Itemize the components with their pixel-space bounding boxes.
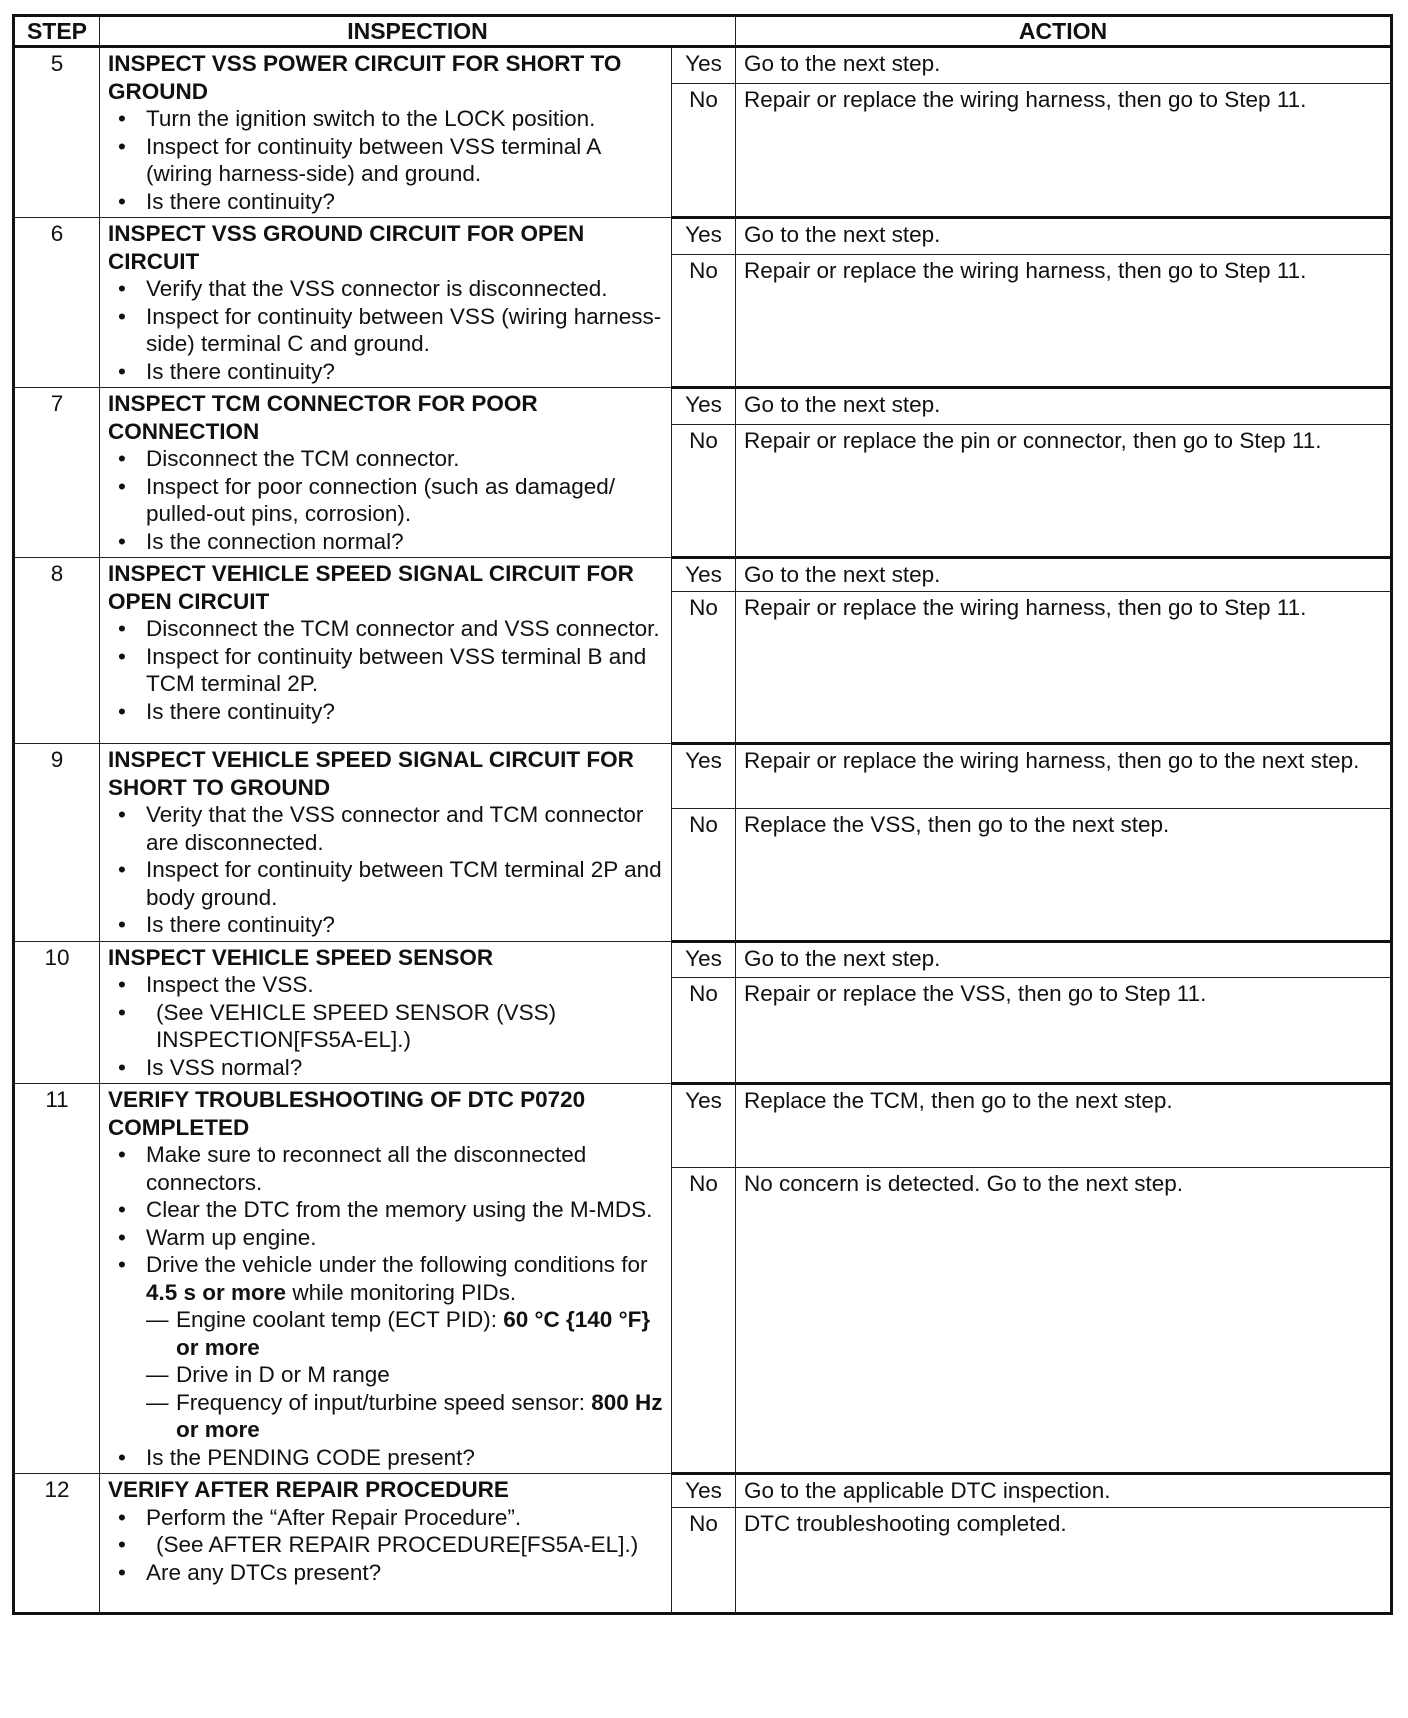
step-bullets [108, 275, 663, 385]
step-title: INSPECT VEHICLE SPEED SIGNAL CIRCUIT FOR SHORT TO GROUND [108, 747, 634, 800]
condition-text: Frequency of input/turbine speed sensor: [176, 1389, 585, 1415]
no-action: DTC troubleshooting completed. [736, 1508, 1392, 1614]
step-number: 7 [14, 388, 100, 558]
bullet-item: • Inspect the VSS. [108, 971, 663, 999]
step-title: INSPECT VEHICLE SPEED SENSOR [108, 944, 494, 970]
bullet-item: • Verity that the VSS connector and TCM connector are disconnected. [108, 801, 663, 856]
yes-label: Yes [672, 558, 736, 592]
bullet-item: • Inspect for continuity between VSS terminal B and TCM terminal 2P. [108, 643, 663, 698]
step-title: INSPECT TCM CONNECTOR FOR POOR CONNECTION [108, 391, 538, 444]
yes-action: Go to the next step. [736, 388, 1392, 425]
step-inspection [100, 388, 672, 558]
step-title: INSPECT VEHICLE SPEED SIGNAL CIRCUIT FOR OPEN CIRCUIT [108, 561, 634, 614]
no-label: No [672, 254, 736, 387]
yes-action: Go to the next step. [736, 47, 1392, 84]
bullet-item: • Verify that the VSS connector is disconnected. [108, 275, 663, 303]
bullet-item: • Is the PENDING CODE present? [108, 1444, 663, 1472]
reference-text: (See AFTER REPAIR PROCEDURE[FS5A-EL].) [156, 1532, 639, 1557]
bullet-item: • Perform the “After Repair Procedure”. [108, 1504, 663, 1532]
step-number: 11 [14, 1084, 100, 1474]
step-title: INSPECT VSS POWER CIRCUIT FOR SHORT TO GROUND [108, 51, 622, 104]
no-label: No [672, 84, 736, 218]
bullet-item: • Clear the DTC from the memory using the M-MDS. [108, 1196, 663, 1224]
step-title: VERIFY TROUBLESHOOTING OF DTC P0720 COMPLETED [108, 1087, 586, 1140]
step-bullets [108, 801, 663, 939]
step-bullets [108, 615, 663, 725]
yes-action: Replace the TCM, then go to the next step. [736, 1084, 1392, 1168]
yes-action: Repair or replace the wiring harness, then go to the next step. [736, 744, 1392, 809]
bullet-item: • Is there continuity? [108, 698, 663, 726]
yes-label: Yes [672, 218, 736, 255]
yes-action: Go to the next step. [736, 941, 1392, 978]
bullet-item: • Is there continuity? [108, 358, 663, 386]
step-10-yes-row [14, 941, 1392, 978]
bullet-item [108, 1251, 663, 1444]
step-6-yes-row [14, 218, 1392, 255]
bullet-item: • Inspect for poor connection (such as damaged/ pulled-out pins, corrosion). [108, 473, 663, 528]
no-label: No [672, 978, 736, 1084]
bullet-item: • Inspect for continuity between VSS (wiring harness-side) terminal C and ground. [108, 303, 663, 358]
bullet-item: • Make sure to reconnect all the disconnected connectors. [108, 1141, 663, 1196]
step-inspection [100, 744, 672, 942]
no-action: Replace the VSS, then go to the next step. [736, 809, 1392, 941]
step-bullets [108, 105, 663, 215]
step-inspection [100, 941, 672, 1084]
reference-note [108, 1531, 663, 1559]
bullet-item: • Are any DTCs present? [108, 1559, 663, 1587]
step-inspection [100, 1474, 672, 1614]
no-action: Repair or replace the VSS, then go to Step 11. [736, 978, 1392, 1084]
no-label: No [672, 1168, 736, 1474]
bullet-item: • Inspect for continuity between TCM terminal 2P and body ground. [108, 856, 663, 911]
troubleshooting-sheet [12, 14, 1390, 1615]
yes-action: Go to the applicable DTC inspection. [736, 1474, 1392, 1508]
yes-label: Yes [672, 1084, 736, 1168]
drive-for-text: for [621, 1252, 648, 1277]
header-inspection: INSPECTION [100, 16, 736, 47]
bullet-item: • Is there continuity? [108, 911, 663, 939]
step-number: 6 [14, 218, 100, 388]
step-inspection [100, 558, 672, 744]
drive-monitor-text: while monitoring PIDs. [292, 1279, 517, 1305]
bullet-item: • Inspect for continuity between VSS terminal A (wiring harness-side) and ground. [108, 133, 663, 188]
condition-text: Engine coolant temp (ECT PID): [176, 1307, 497, 1332]
step-number: 9 [14, 744, 100, 942]
reference-note [108, 999, 663, 1054]
bullet-item: • Disconnect the TCM connector and VSS connector. [108, 615, 663, 643]
condition-list [146, 1306, 663, 1444]
no-action: No concern is detected. Go to the next step. [736, 1168, 1392, 1474]
step-title: VERIFY AFTER REPAIR PROCEDURE [108, 1477, 509, 1502]
no-action: Repair or replace the pin or connector, then go to Step 11. [736, 424, 1392, 557]
step-bullets [108, 1504, 663, 1587]
drive-conditions-lead: Drive the vehicle under the following conditions [146, 1252, 616, 1277]
yes-label: Yes [672, 941, 736, 978]
yes-label: Yes [672, 1474, 736, 1508]
step-number: 10 [14, 941, 100, 1084]
step-5-yes-row [14, 47, 1392, 84]
drive-duration: 4.5 s or more [146, 1279, 287, 1305]
yes-label: Yes [672, 388, 736, 425]
header-step: STEP [14, 16, 100, 47]
step-12-yes-row [14, 1474, 1392, 1508]
step-bullets [108, 1141, 663, 1471]
no-label: No [672, 1508, 736, 1614]
condition-item [146, 1361, 663, 1389]
condition-item [146, 1389, 663, 1444]
step-title: INSPECT VSS GROUND CIRCUIT FOR OPEN CIRCUIT [108, 221, 585, 274]
step-bullets [108, 971, 663, 1081]
dtc-troubleshooting-table [12, 14, 1393, 1615]
yes-action: Go to the next step. [736, 218, 1392, 255]
step-number: 8 [14, 558, 100, 744]
condition-text: Drive in D or M range [176, 1362, 390, 1387]
no-label: No [672, 809, 736, 941]
no-action: Repair or replace the wiring harness, then go to Step 11. [736, 84, 1392, 218]
no-label: No [672, 424, 736, 557]
yes-action: Go to the next step. [736, 558, 1392, 592]
step-9-yes-row [14, 744, 1392, 809]
condition-value: 800 Hz or more [176, 1389, 663, 1442]
table-header-row [14, 16, 1392, 47]
condition-item [146, 1306, 663, 1361]
step-bullets [108, 445, 663, 555]
yes-label: Yes [672, 47, 736, 84]
bullet-item: • Is the connection normal? [108, 528, 663, 556]
step-8-yes-row [14, 558, 1392, 592]
bullet-item: • Is there continuity? [108, 188, 663, 216]
reference-text: (See VEHICLE SPEED SENSOR (VSS) INSPECTION[FS5A-EL].) [156, 999, 557, 1052]
no-label: No [672, 592, 736, 744]
bullet-item: • Disconnect the TCM connector. [108, 445, 663, 473]
step-number: 5 [14, 47, 100, 218]
bullet-item: • Warm up engine. [108, 1224, 663, 1252]
header-action: ACTION [736, 16, 1392, 47]
step-inspection [100, 218, 672, 388]
no-action: Repair or replace the wiring harness, then go to Step 11. [736, 592, 1392, 744]
bullet-item: • Turn the ignition switch to the LOCK position. [108, 105, 663, 133]
bullet-item: • Is VSS normal? [108, 1054, 663, 1082]
step-11-yes-row [14, 1084, 1392, 1168]
step-7-yes-row [14, 388, 1392, 425]
step-number: 12 [14, 1474, 100, 1614]
condition-value: 60 °C {140 °F} or more [176, 1307, 651, 1360]
step-inspection [100, 47, 672, 218]
yes-label: Yes [672, 744, 736, 809]
step-inspection [100, 1084, 672, 1474]
no-action: Repair or replace the wiring harness, then go to Step 11. [736, 254, 1392, 387]
